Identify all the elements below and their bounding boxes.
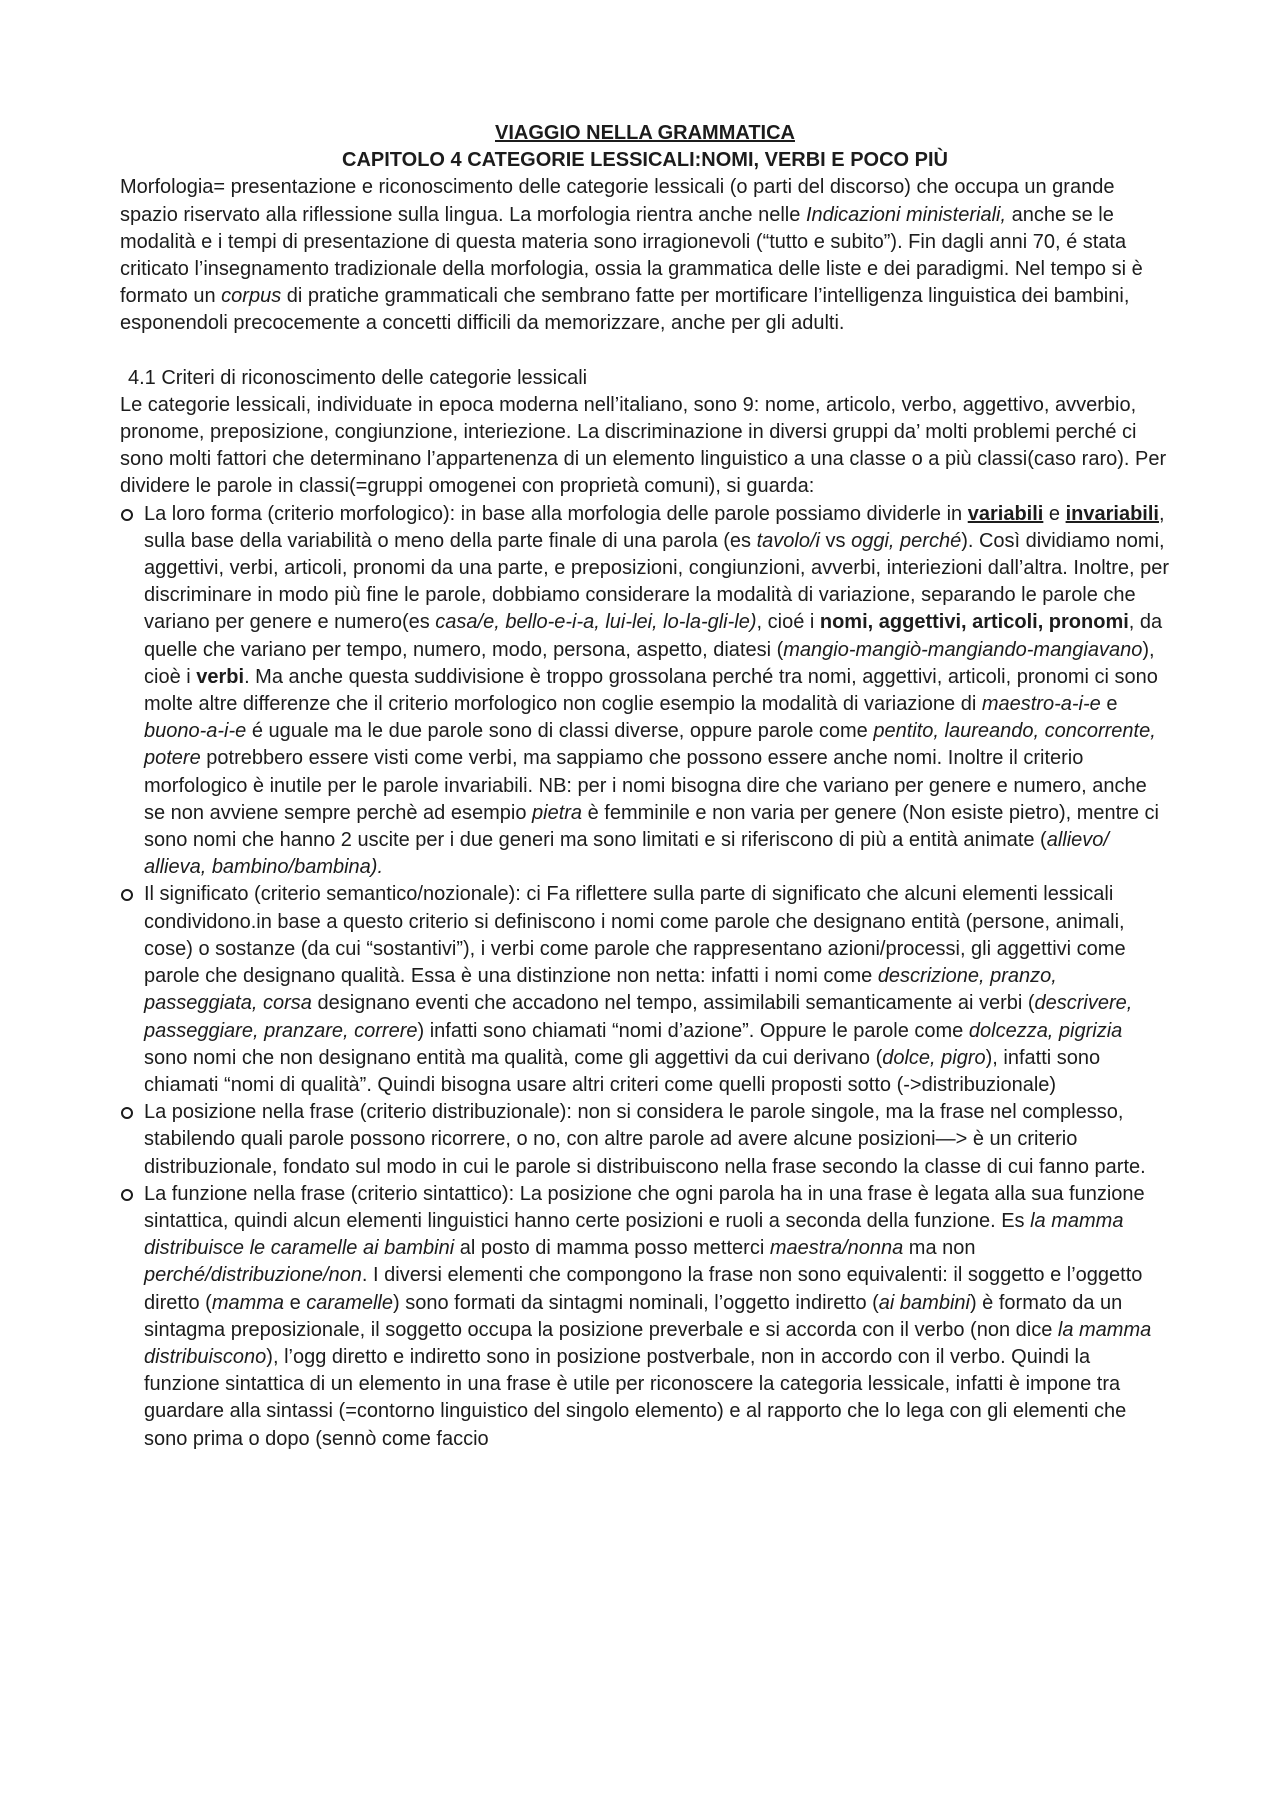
list-item-semantic-criterion: Il significato (criterio semantico/nozionale): ci Fa riflettere sulla parte di significato che alcuni elementi lessicali condividono.in base a questo criterio si definiscono i nomi come parole che designano entità (persone, animali, cose) o sostanze (da cui “sostantivi”), i verbi come parole che rappresentano azioni/processi, gli aggettivi come parole che designano qualità. Essa è una distinzione non netta: infatti i nomi come descrizione, pranzo, passeggiata, corsa designano eventi che accadono nel tempo, assimilabili semanticamente ai verbi (descrivere, passeggiare, pranzare, correre) infatti sono chiamati “nomi d’azione”. Oppure le parole come dolcezza, pigrizia sono nomi che non designano entità ma qualità, come gli aggettivi da cui derivano (dolce, pigro), infatti sono chiamati “nomi di qualità”. Quindi bisogna usare altri criteri come quelli proposti sotto (->distribuzionale) bbox=[120, 881, 1170, 1099]
criteria-list bbox=[120, 501, 1170, 1453]
list-item-morphological-criterion: La loro forma (criterio morfologico): in base alla morfologia delle parole possiamo dividerle in variabili e invariabili, sulla base della variabilità o meno della parte finale di una parola (es tavolo/i vs oggi, perché). Così dividiamo nomi, aggettivi, verbi, articoli, pronomi da una parte, e preposizioni, congiunzioni, avverbi, interiezioni dall’altra. Inoltre, per discriminare in modo più fine le parole, dobbiamo considerare la modalità di variazione, separando le parole che variano per genere e numero(es casa/e, bello-e-i-a, lui-lei, lo-la-gli-le), cioé i nomi, aggettivi, articoli, pronomi, da quelle che variano per tempo, numero, modo, persona, aspetto, diatesi (mangio-mangiò-mangiando-mangiavano), cioè i verbi. Ma anche questa suddivisione è troppo grossolana perché tra nomi, aggettivi, articoli, pronomi ci sono molte altre differenze che il criterio morfologico non coglie esempio la modalità di variazione di maestro-a-i-e e buono-a-i-e é uguale ma le due parole sono di classi diverse, oppure parole come pentito, laureando, concorrente, potere potrebbero essere visti come verbi, ma sappiamo che possono essere anche nomi. Inoltre il criterio morfologico è inutile per le parole invariabili. NB: per i nomi bisogna dire che variano per genere e numero, anche se non avviene sempre perchè ad esempio pietra è femminile e non varia per genere (Non esiste pietro), mentre ci sono nomi che hanno 2 uscite per i due generi ma sono limitati e si riferiscono di più a entità animate (allievo/ allieva, bambino/bambina). bbox=[120, 501, 1170, 882]
hollow-circle-bullet-icon bbox=[121, 889, 133, 901]
section-intro-paragraph: Le categorie lessicali, individuate in epoca moderna nell’italiano, sono 9: nome, articolo, verbo, aggettivo, avverbio, pronome, preposizione, congiunzione, interiezione. La discriminazione in diversi gruppi da’ molti problemi perché ci sono molti fattori che determinano l’appartenenza di un elemento linguistico a una classe o a più classi(caso raro). Per dividere le parole in classi(=gruppi omogenei con proprietà comuni), si guarda: bbox=[120, 393, 1167, 498]
hollow-circle-bullet-icon bbox=[121, 1189, 133, 1201]
hollow-circle-bullet-icon bbox=[121, 1107, 133, 1119]
document-title: VIAGGIO NELLA GRAMMATICA bbox=[495, 122, 795, 144]
hollow-circle-bullet-icon bbox=[121, 509, 133, 521]
section-heading: 4.1 Criteri di riconoscimento delle categorie lessicali bbox=[128, 366, 588, 389]
chapter-title: CAPITOLO 4 CATEGORIE LESSICALI:NOMI, VERBI E POCO PIÙ bbox=[342, 149, 948, 172]
list-item-distributional-criterion: La posizione nella frase (criterio distribuzionale): non si considera le parole singole, ma la frase nel complesso, stabilendo quali parole possono ricorrere, o no, con altre parole ad avere alcune posizioni—> è un criterio distribuzionale, fondato sul modo in cui le parole si distribuiscono nella frase secondo la classe di cui fanno parte. bbox=[120, 1099, 1170, 1181]
document-page bbox=[120, 120, 1170, 1453]
list-item-syntactic-criterion: La funzione nella frase (criterio sintattico): La posizione che ogni parola ha in una frase è legata alla sua funzione sintattica, quindi alcun elementi linguistici hanno certe posizioni e ruoli a seconda della funzione. Es la mamma distribuisce le caramelle ai bambini al posto di mamma posso metterci maestra/nonna ma non perché/distribuzione/non. I diversi elementi che compongono la frase non sono equivalenti: il soggetto e l’oggetto diretto (mamma e caramelle) sono formati da sintagmi nominali, l’oggetto indiretto (ai bambini) è formato da un sintagma preposizionale, il soggetto occupa la posizione preverbale e si accorda con il verbo (non dice la mamma distribuiscono), l’ogg diretto e indiretto sono in posizione postverbale, non in accordo con il verbo. Quindi la funzione sintattica di un elemento in una frase è utile per riconoscere la categoria lessicale, infatti è impone tra guardare alla sintassi (=contorno linguistico del singolo elemento) e al rapporto che lo lega con gli elementi che sono prima o dopo (sennò come faccio bbox=[120, 1181, 1170, 1453]
intro-paragraph: Morfologia= presentazione e riconoscimento delle categorie lessicali (o parti del discorso) che occupa un grande spazio riservato alla riflessione sulla lingua. La morfologia rientra anche nelle Indicazioni ministeriali, anche se le modalità e i tempi di presentazione di questa materia sono irragionevoli (“tutto e subito”). Fin dagli anni 70, é stata criticato l’insegnamento tradizionale della morfologia, ossia la grammatica delle liste e dei paradigmi. Nel tempo si è formato un corpus di pratiche grammaticali che sembrano fatte per mortificare l’intelligenza linguistica dei bambini, esponendoli precocemente a concetti difficili da memorizzare, anche per gli adulti. bbox=[120, 176, 1143, 335]
paragraph-gap bbox=[120, 338, 1170, 365]
